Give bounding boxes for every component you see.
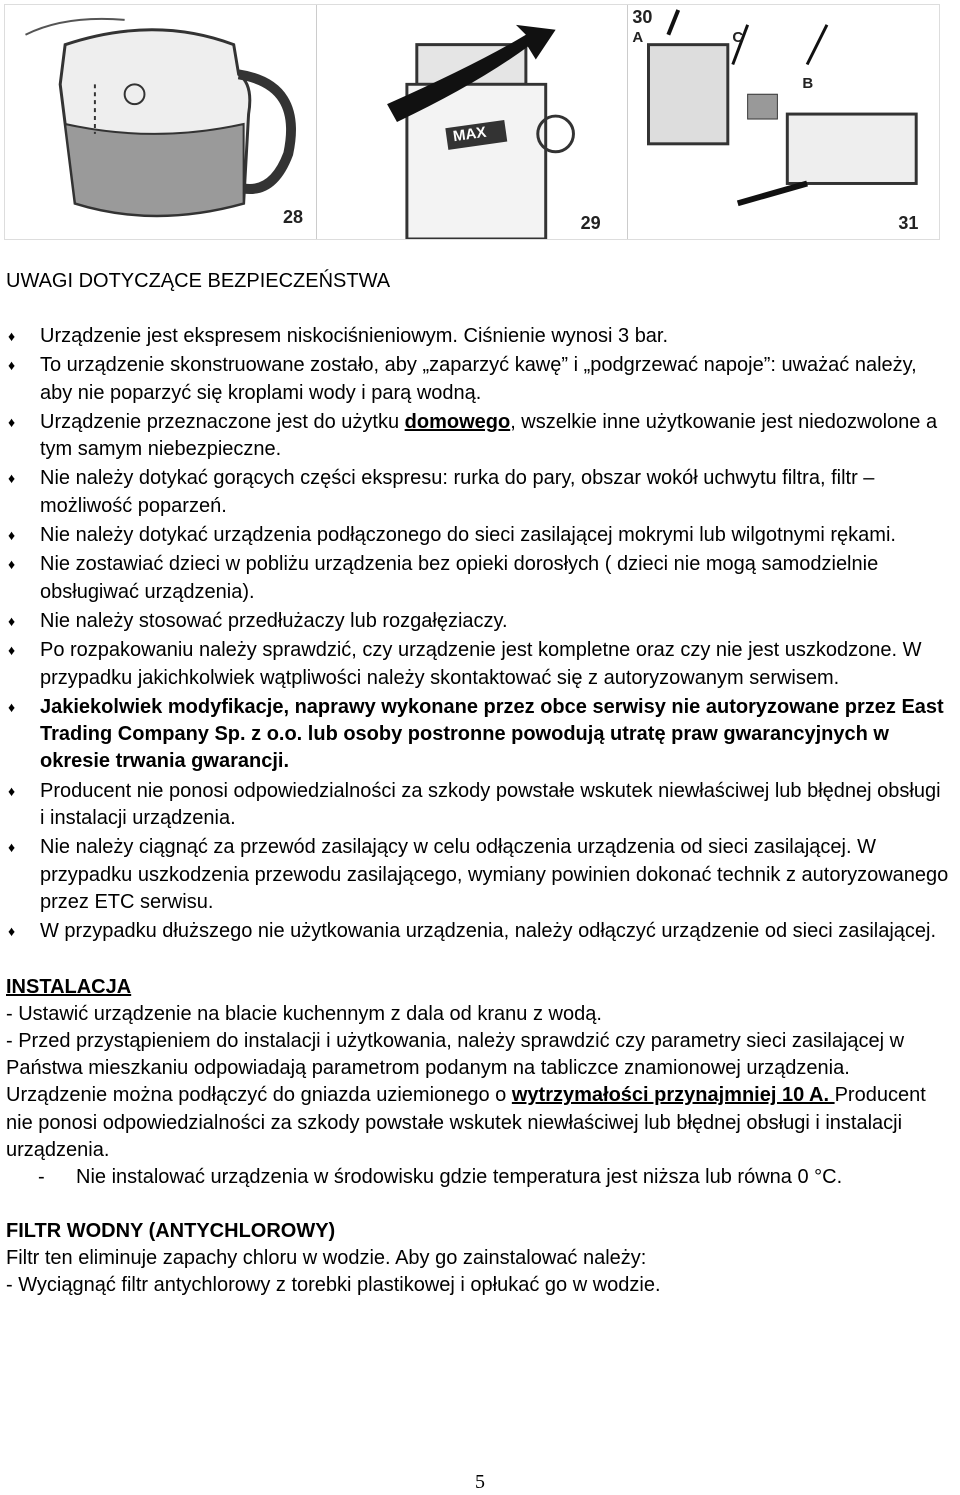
label-c: C	[732, 29, 744, 46]
safety-heading: UWAGI DOTYCZĄCE BEZPIECZEŃSTWA	[6, 270, 391, 292]
figure-number-30: 30	[632, 7, 653, 27]
list-item: ♦ Nie należy dotykać urządzenia podłączonego do sieci zasilającej mokrymi lub wilgotnymi rękami.	[6, 522, 950, 549]
list-item: ♦ Producent nie ponosi odpowiedzialności za szkody powstałe wskutek niewłaściwej lub błędnej obsługi i instalacji urządzenia.	[6, 778, 950, 833]
emphasis-domowego: domowego	[404, 410, 511, 433]
list-item: ♦ Urządzenie jest ekspresem niskociśnieniowym. Ciśnienie wynosi 3 bar.	[6, 323, 950, 350]
filter-heading: FILTR WODNY (ANTYCHLOROWY)	[6, 1219, 336, 1242]
filter-line-2: - Wyciągnąć filtr antychlorowy z torebki plastikowej i opłukać go w wodzie.	[6, 1273, 661, 1296]
illustration-strip	[4, 4, 940, 240]
label-b: B	[802, 75, 814, 92]
installation-heading: INSTALACJA	[6, 975, 132, 998]
safety-list	[6, 323, 950, 946]
list-item: ♦ Nie należy dotykać gorących części ekspresu: rurka do pary, obszar wokół uchwytu filtra, filtr – możliwość poparzeń.	[6, 465, 950, 520]
filter-drawing	[628, 5, 939, 239]
max-label: MAX	[451, 123, 488, 146]
list-item: ♦ Nie należy stosować przedłużaczy lub rozgałęziaczy.	[6, 608, 950, 635]
document-body	[6, 268, 950, 1299]
list-item: ♦ Nie zostawiać dzieci w pobliżu urządzenia bez opieki dorosłych ( dzieci nie mogą samodzielnie obsługiwać urządzenia).	[6, 551, 950, 606]
list-item: ♦ Nie należy ciągnąć za przewód zasilający w celu odłączenia urządzenia od sieci zasilającej. W przypadku uszkodzenia przewodu zasilającego, wymiany powinien dokonać technik z autoryzowanego przez ETC serwisu.	[6, 834, 950, 916]
figure-number: 28	[283, 207, 304, 227]
tank-drawing	[317, 5, 628, 239]
list-item: ♦ W przypadku dłuższego nie użytkowania urządzenia, należy odłączyć urządzenie od sieci zasilającej.	[6, 918, 950, 945]
figure-30-31-filter	[628, 5, 939, 239]
filter-line-1: Filtr ten eliminuje zapachy chloru w wodzie. Aby go zainstalować należy:	[6, 1246, 647, 1269]
emphasis-10a: wytrzymałości przynajmniej 10 A.	[511, 1084, 835, 1107]
list-item: ♦ Po rozpakowaniu należy sprawdzić, czy urządzenie jest kompletne oraz czy nie jest uszkodzone. W przypadku jakichkolwiek wątpliwości należy skontaktować się z autoryzowanym serwisem.	[6, 637, 950, 692]
installation-line-1: - Ustawić urządzenie na blacie kuchennym z dala od kranu z wodą.	[6, 1002, 602, 1025]
carafe-drawing	[5, 5, 316, 239]
installation-line-2: - Przed przystąpieniem do instalacji i użytkowania, należy sprawdzić czy parametry sieci zasilającej w Państwa mieszkaniu odpowiadają parametrom podanym na tabliczce znamionowej urządzenia. Urządzenie można podłączyć do gniazda uziemionego o wytrzymałości przynajmniej 10 A. Producent nie ponosi odpowiedzialności za szkody powstałe wskutek niewłaściwej lub błędnej obsługi i instalacji urządzenia.	[6, 1029, 926, 1162]
label-a: A	[632, 29, 644, 46]
list-item-warranty: ♦ Jakiekolwiek modyfikacje, naprawy wykonane przez obce serwisy nie autoryzowane przez East Trading Company Sp. z o.o. lub osoby postronne powodują utratę praw gwarancyjnych w okresie trwania gwarancji.	[6, 694, 950, 776]
figure-28-carafe	[5, 5, 317, 239]
list-item: ♦ To urządzenie skonstruowane zostało, aby „zaparzyć kawę” i „podgrzewać napoje”: uważać należy, aby nie poparzyć się kroplami wody i parą wodną.	[6, 352, 950, 407]
list-item: ♦ Urządzenie przeznaczone jest do użytku domowego, wszelkie inne użytkowanie jest niedozwolone a tym samym niebezpieczne.	[6, 409, 950, 464]
page-number: 5	[475, 1471, 485, 1493]
figure-29-tank	[317, 5, 629, 239]
installation-dash-item: - Nie instalować urządzenia w środowisku gdzie temperatura jest niższa lub równa 0 °C.	[38, 1166, 843, 1189]
figure-number: 31	[898, 213, 919, 233]
figure-number: 29	[580, 213, 601, 233]
